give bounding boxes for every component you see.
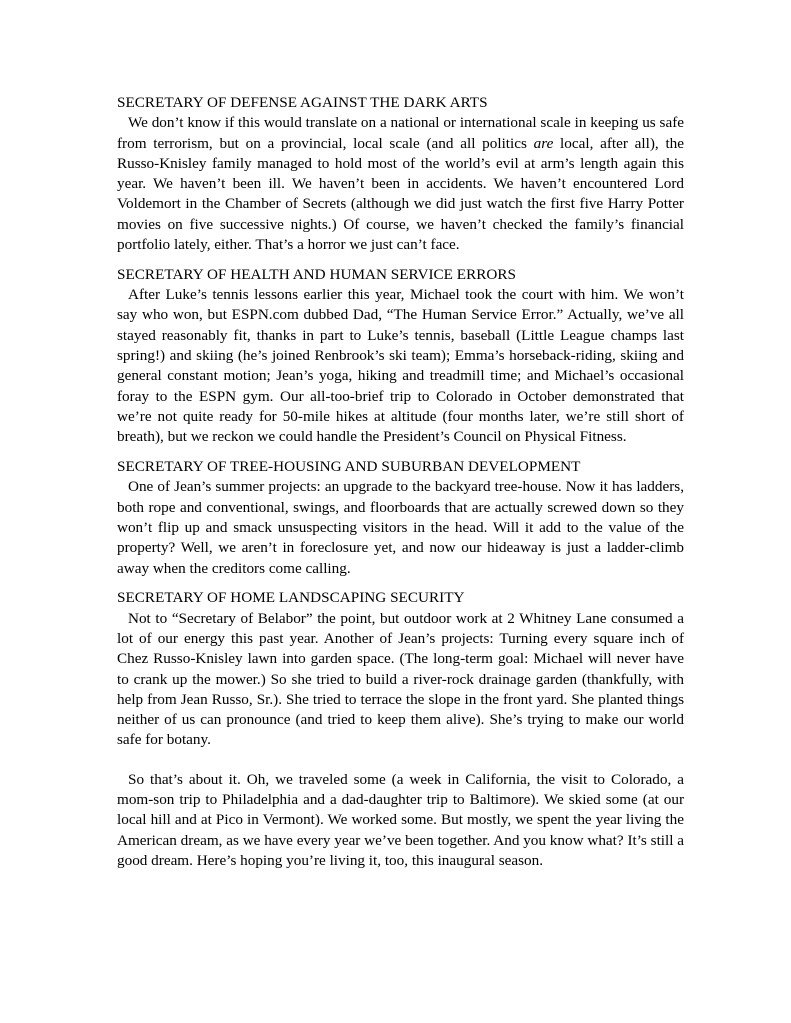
section-heading: SECRETARY OF TREE-HOUSING AND SUBURBAN DEVELOPMENT bbox=[117, 458, 581, 476]
section-body: After Luke’s tennis lessons earlier this year, Michael took the court with him. We won’t say who won, but ESPN.com dubbed Dad, “The Human Service Error.” Actually, we’ve all stayed reasonably fit, thanks in part to Luke’s tennis, baseball (Little League champs last spring!) and skiing (he’s joined Renbrook’s ski team); Emma’s horseback-riding, skiing and general constant motion; Jean’s yoga, hiking and treadmill time; and Michael’s occasional foray to the ESPN gym. Our all-too-brief trip to Colorado in October demonstrated that we’re not quite ready for 50-mile hikes at altitude (four months later, we’re still short of breath), but we reckon we could handle the President’s Council on Physical Fitness. bbox=[117, 286, 684, 446]
section-landscaping bbox=[117, 588, 684, 750]
section-heading: SECRETARY OF HEALTH AND HUMAN SERVICE ERRORS bbox=[117, 265, 516, 283]
section-heading: SECRETARY OF HOME LANDSCAPING SECURITY bbox=[117, 589, 465, 607]
section-body: Not to “Secretary of Belabor” the point, but outdoor work at 2 Whitney Lane consumed a lot of our energy this past year. Another of Jean’s projects: Turning every square inch of Chez Russo-Knisley lawn into garden space. (The long-term goal: Michael will never have to crank up the mower.) So she tried to build a river-rock drainage garden (thankfully, with help from Jean Russo, Sr.). She tried to terrace the slope in the front yard. She planted things neither of us can pronounce (and tried to keep them alive). She’s trying to make our world safe for botany. bbox=[117, 609, 684, 749]
section-defense bbox=[117, 93, 684, 255]
body-text: local, after all), the Russo-Knisley family managed to hold most of the world’s evil at arm’s length again this year. We haven’t been ill. We haven’t been in accidents. We haven’t encountered Lord Voldemort in the Chamber of Secrets (although we did just watch the first five Harry Potter movies on five successive nights.) Of course, we haven’t checked the family’s financial portfolio lately, either. That’s a horror we just can’t face. bbox=[117, 134, 685, 254]
section-tree-housing bbox=[117, 457, 684, 579]
section-heading: SECRETARY OF DEFENSE AGAINST THE DARK ARTS bbox=[117, 94, 488, 111]
letter-page bbox=[117, 93, 684, 871]
section-body: One of Jean’s summer projects: an upgrade to the backyard tree-house. Now it has ladders, both rope and conventional, swings, and floorboards that are actually screwed down so they won’t flip up and smack unsuspecting visitors in the head. Will it add to the value of the property? Well, we aren’t in foreclosure yet, and now our hideaway is just a ladder-climb away when the creditors come calling. bbox=[117, 478, 684, 577]
closing-paragraph: So that’s about it. Oh, we traveled some (a week in California, the visit to Colorado, a mom-son trip to Philadelphia and a dad-daughter trip to Baltimore). We skied some (at our local hill and at Pico in Vermont). We worked some. But mostly, we spent the year living the American dream, as we have every year we’ve been together. And you know what? It’s still a good dream. Here’s hoping you’re living it, too, this inaugural season. bbox=[117, 770, 684, 869]
section-health bbox=[117, 265, 684, 448]
section-body bbox=[117, 113, 684, 255]
emphasis-text: are bbox=[533, 134, 554, 152]
body-text: We don’t know if this would translate on a national or international scale in keeping us safe from terrorism, but on a provincial, local scale (and all politics bbox=[117, 114, 684, 152]
